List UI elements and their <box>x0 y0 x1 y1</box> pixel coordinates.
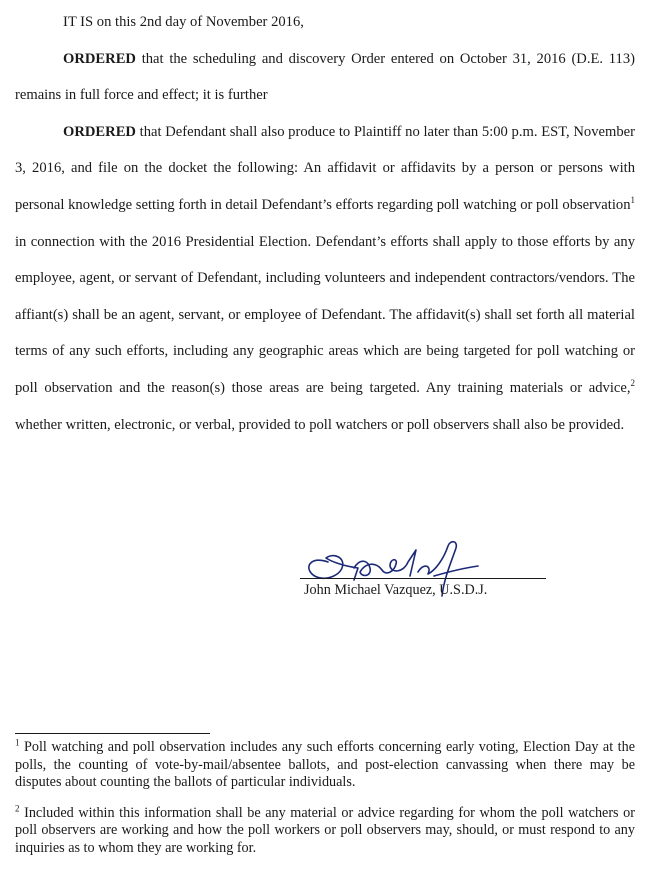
ordered-label-2: ORDERED <box>63 123 136 140</box>
order-body <box>15 4 635 443</box>
signature-line <box>300 578 546 579</box>
order-paragraph-2 <box>15 114 635 443</box>
order-paragraph-1 <box>15 41 635 114</box>
footnote-ref-1[interactable]: 1 <box>630 195 635 206</box>
order-paragraph-2-text-a: that Defendant shall also produce to Plaintiff no later than 5:00 p.m. EST, November 3, 2016, and file on the docket the following: An affidavit or affidavits by a person or persons with personal knowledge setting forth in detail Defendant’s efforts regarding poll watching or poll observation <box>15 123 635 213</box>
order-paragraph-2-text-c: whether written, electronic, or verbal, provided to poll watchers or poll observers shall also be provided. <box>15 416 625 433</box>
footnote-2-text: Included within this information shall be any material or advice regarding for whom the poll watchers or poll observers are working and how the poll workers or poll observers may, should, or must respond to any inquiries as to whom they are working for. <box>15 804 635 856</box>
order-paragraph-2-text-b: in connection with the 2016 Presidential Election. Defendant’s efforts shall apply to those efforts by any employee, agent, or servant of Defendant, including volunteers and independent contractors/vendors. The affiant(s) shall be an agent, servant, or employee of Defendant. The affidavit(s) shall set forth all material terms of any such efforts, including any geographic areas which are being targeted for poll watching or poll observation and the reason(s) those areas are being targeted. Any training materials or advice, <box>15 233 635 396</box>
footnote-2 <box>15 802 635 858</box>
footnote-1-marker: 1 <box>15 737 20 748</box>
footnote-divider <box>15 733 210 734</box>
date-line: IT IS on this 2nd day of November 2016, <box>63 14 304 30</box>
footnote-2-marker: 2 <box>15 802 20 813</box>
order-paragraph-1-text: that the scheduling and discovery Order entered on October 31, 2016 (D.E. 113) remains in full force and effect; it is further <box>15 50 635 104</box>
judge-name: John Michael Vazquez, U.S.D.J. <box>304 582 488 598</box>
footnote-ref-2[interactable]: 2 <box>630 378 635 389</box>
signature-block <box>290 532 560 612</box>
footnote-1 <box>15 739 635 792</box>
ordered-label-1: ORDERED <box>63 50 136 67</box>
footnotes <box>15 739 635 870</box>
footnote-1-text: Poll watching and poll observation includes any such efforts concerning early voting, Election Day at the polls, the counting of vote-by-mail/absentee ballots, and post-election canvassing when there may be disputes about counting the ballots of particular individuals. <box>15 739 635 790</box>
